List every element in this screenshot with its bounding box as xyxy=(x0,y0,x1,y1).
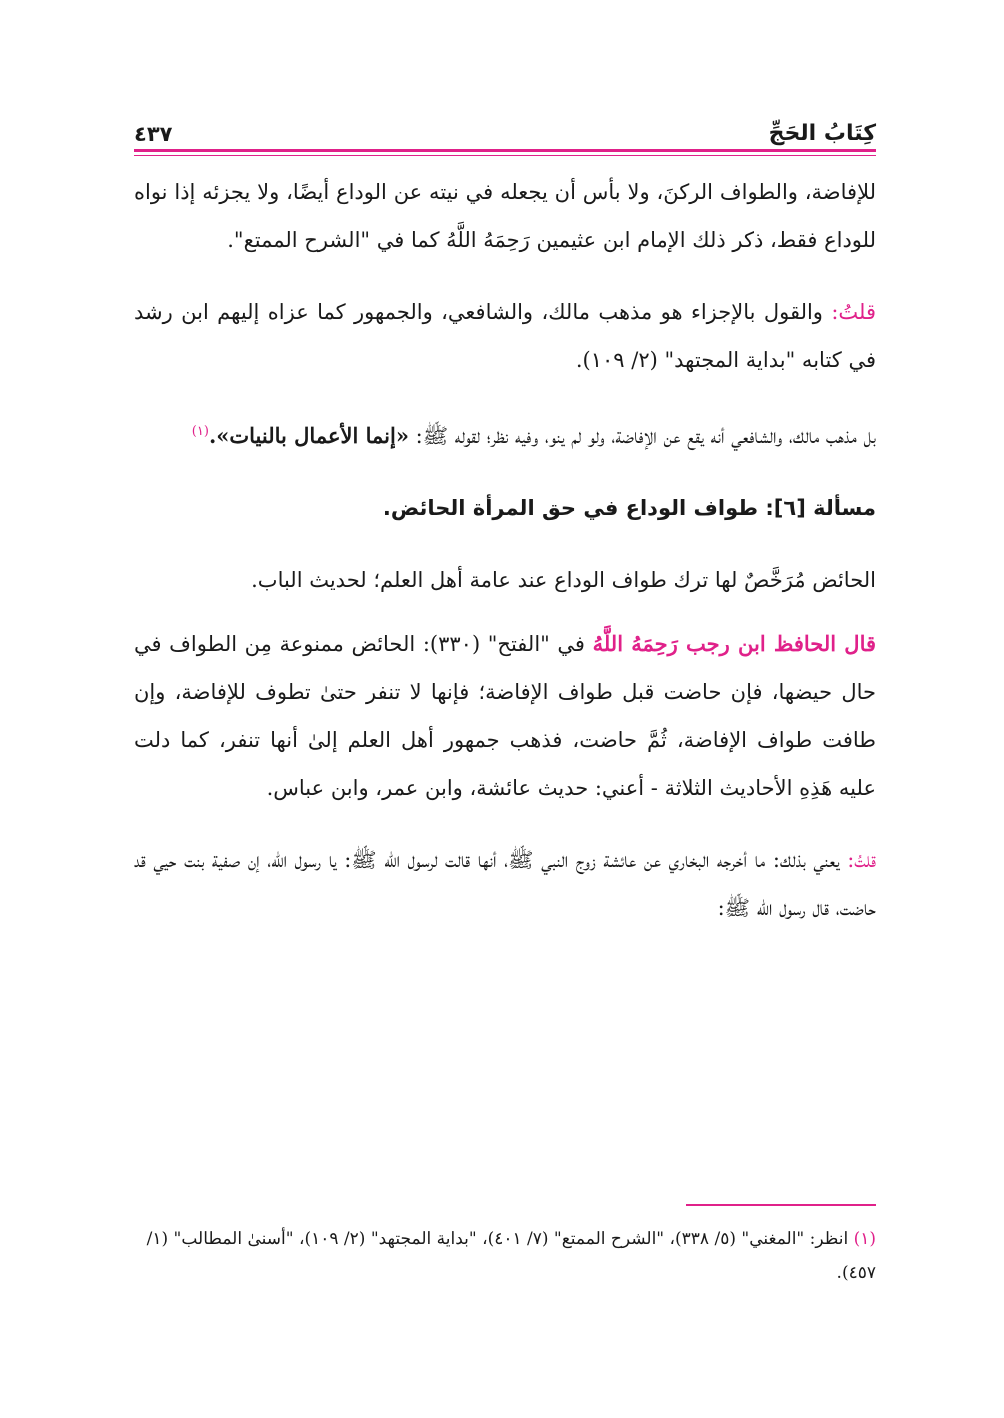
paragraph-4: الحائض مُرَخَّصٌ لها ترك طواف الوداع عند عامة أهل العلم؛ لحديث الباب. xyxy=(251,568,876,592)
main-text xyxy=(134,168,876,956)
paragraph-1: للإفاضة، والطواف الركنَ، ولا بأس أن يجعله في نيته عن الوداع أيضًا، ولا يجزئه إذا نواه للوداع فقط، ذكر ذلك الإمام ابن عثيمين رَحِمَهُ اللَّهُ كما في "الشرح الممتع". xyxy=(134,180,876,252)
page-number: ٤٣٧ xyxy=(134,122,173,146)
page-header xyxy=(134,110,876,146)
footnote-text: انظر: "المغني" (٥/ ٣٣٨)، "الشرح الممتع" (٧/ ٤٠١)، "بداية المجتهد" (٢/ ١٠٩)، "أسنىٰ المطالب" (١/ ٤٥٧). xyxy=(146,1229,876,1283)
paragraph-5-text: في "الفتح" (٣٣٠): الحائض ممنوعة مِن الطواف في حال حيضها، فإن حاضت قبل طواف الإفاضة؛ فإنها لا تنفر حتىٰ تطوف للإفاضة، وإن طافت طواف الإفاضة، ثُمَّ حاضت، فذهب جمهور أهل العلم إلىٰ أنها تنفر، كما دلت عليه هَذِهِ الأحاديث الثلاثة - أعني: حديث عائشة، وابن عمر، وابن عباس. xyxy=(134,632,876,800)
paragraph-6 xyxy=(134,836,876,932)
footnote-separator xyxy=(686,1204,876,1206)
footnote-number: (١) xyxy=(853,1229,876,1249)
ibn-rajab-lead: قال الحافظ ابن رجب رَحِمَهُ اللَّهُ xyxy=(592,631,877,656)
paragraph-2-text: والقول بالإجزاء هو مذهب مالك، والشافعي، والجمهور كما عزاه إليهم ابن رشد في كتابه "بداية المجتهد" (٢/ ١٠٩). xyxy=(134,300,876,372)
footnote-marker[interactable]: (١) xyxy=(191,424,209,439)
paragraph-5 xyxy=(134,620,876,812)
paragraph-6-text: يعني بذلك: ما أخرجه البخاري عن عائشة زوج النبي ﷺ، أنها قالت لرسول الله ﷺ: يا رسول الله، إن صفية بنت حيي قد حاضت، قال رسول الله ﷺ: xyxy=(134,848,876,920)
header-rule-thick xyxy=(134,149,876,152)
masala-label: مسألة [٦]: xyxy=(765,496,876,520)
qultu-lead-2: قلتُ: xyxy=(847,848,876,872)
paragraph-2 xyxy=(134,288,876,384)
hadith-quote: «إنما الأعمال بالنيات». xyxy=(208,423,409,448)
book-title: كِتَابُ الحَجِّ xyxy=(768,121,876,146)
masala-heading xyxy=(134,484,876,532)
footnote-1 xyxy=(134,1222,876,1290)
qultu-lead: قلتُ: xyxy=(831,300,876,324)
paragraph-3 xyxy=(134,408,876,460)
masala-title: طواف الوداع في حق المرأة الحائض. xyxy=(382,496,766,520)
footnote xyxy=(134,1222,876,1290)
header-rule-thin xyxy=(134,155,876,156)
paragraph-3-text: بل مذهب مالك، والشافعي أنه يقع عن الإفاضة، ولو لم ينو، وفيه نظر؛ لقوله ﷺ: xyxy=(408,424,876,448)
